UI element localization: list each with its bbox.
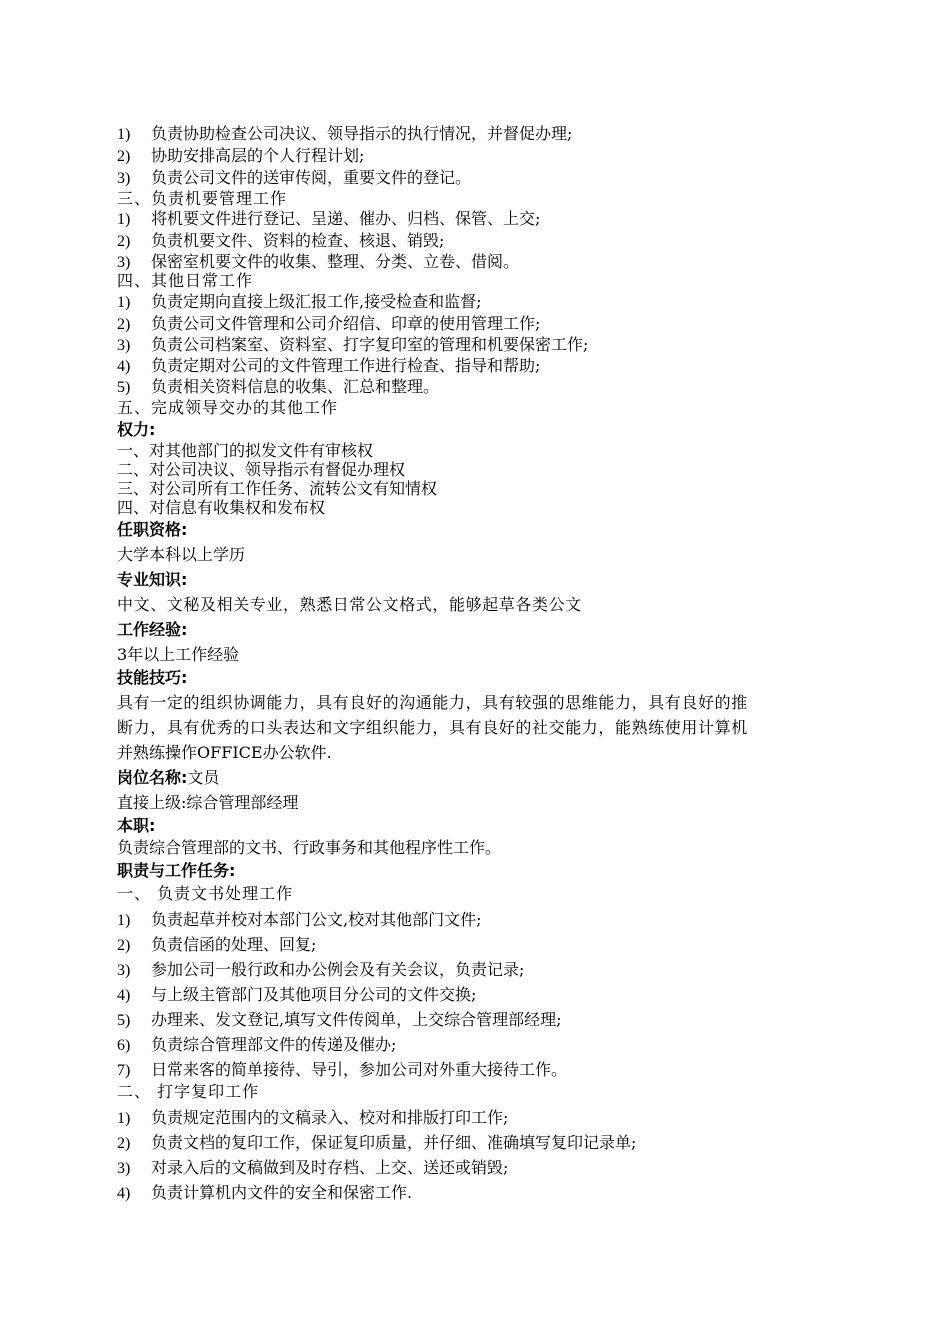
- item-number: 1): [117, 211, 131, 228]
- paragraph: 四、对信息有收集权和发布权: [117, 498, 326, 517]
- paragraph: 中文、文秘及相关专业，熟悉日常公文格式，能够起草各类公文: [117, 595, 582, 614]
- item-text: 办理来、发文登记,填写文件传阅单，上交综合管理部经理;: [151, 1010, 562, 1029]
- job-title-label: 岗位名称:: [117, 768, 188, 787]
- item-text: 负责公司文件管理和公司介绍信、印章的使用管理工作;: [151, 314, 541, 333]
- item-text: 负责定期对公司的文件管理工作进行检查、指导和帮助;: [151, 356, 541, 375]
- item-number: 3): [117, 337, 131, 354]
- job-title-value: 文员: [187, 768, 220, 787]
- list-item: [117, 334, 588, 357]
- list-item: [117, 909, 481, 932]
- list-item: [117, 984, 476, 1007]
- paragraph: 负责综合管理部的文书、行政事务和其他程序性工作。: [117, 838, 502, 857]
- item-text: 保密室机要文件的收集、整理、分类、立卷、借阅。: [151, 252, 520, 271]
- item-text: 负责机要文件、资料的检查、核退、销毁;: [151, 231, 445, 250]
- list-item: [117, 230, 444, 253]
- item-number: 5): [117, 1012, 131, 1029]
- list-item: [117, 123, 572, 146]
- item-number: 7): [117, 1062, 131, 1079]
- item-text: 负责定期向直接上级汇报工作,接受检查和监督;: [151, 292, 482, 311]
- list-item: [117, 376, 439, 399]
- paragraph: 直接上级:综合管理部经理: [117, 793, 299, 812]
- list-item: [117, 1132, 636, 1155]
- item-text: 与上级主管部门及其他项目分公司的文件交换;: [151, 985, 477, 1004]
- list-item: [117, 1059, 567, 1082]
- item-text: 负责综合管理部文件的传递及催办;: [151, 1035, 397, 1054]
- item-number: 3): [117, 254, 131, 271]
- item-number: 3): [117, 962, 131, 979]
- list-item: [117, 1182, 412, 1205]
- paragraph: 3年以上工作经验: [117, 645, 240, 664]
- heading-qualification: 任职资格:: [117, 520, 188, 539]
- paragraph: 二、对公司决议、领导指示有督促办理权: [117, 460, 406, 479]
- paragraph: 具有一定的组织协调能力，具有良好的沟通能力，具有较强的思维能力，具有良好的推: [117, 693, 748, 712]
- list-item: [117, 1034, 396, 1057]
- list-item: [117, 959, 524, 982]
- item-number: 6): [117, 1037, 131, 1054]
- item-text: 负责起草并校对本部门公文,校对其他部门文件;: [151, 910, 482, 929]
- item-text: 将机要文件进行登记、呈递、催办、归档、保管、上交;: [151, 209, 541, 228]
- item-number: 4): [117, 1185, 131, 1202]
- heading-knowledge: 专业知识:: [117, 570, 188, 589]
- job-title-line: [117, 767, 219, 789]
- paragraph: 大学本科以上学历: [117, 545, 246, 564]
- list-item: [117, 1157, 508, 1180]
- section-heading: 三、负责机要管理工作: [117, 189, 288, 208]
- item-number: 3): [117, 1160, 131, 1177]
- heading-authority: 权力:: [117, 420, 156, 439]
- paragraph: 断力，具有优秀的口头表达和文字组织能力，具有良好的社交能力，能熟练使用计算机: [117, 718, 748, 737]
- heading-responsibilities: 职责与工作任务:: [117, 861, 236, 880]
- item-number: 4): [117, 358, 131, 375]
- section-heading: 二、 打字复印工作: [117, 1082, 260, 1101]
- list-item: [117, 145, 364, 168]
- item-text: 负责规定范围内的文稿录入、校对和排版打印工作;: [151, 1108, 509, 1127]
- item-number: 2): [117, 937, 131, 954]
- item-text: 负责协助检查公司决议、领导指示的执行情况，并督促办理;: [151, 124, 573, 143]
- paragraph: 三、对公司所有工作任务、流转公文有知情权: [117, 479, 438, 498]
- item-number: 5): [117, 379, 131, 396]
- item-number: 1): [117, 1110, 131, 1127]
- item-number: 2): [117, 233, 131, 250]
- item-text: 负责公司文件的送审传阅，重要文件的登记。: [151, 168, 472, 187]
- item-number: 2): [117, 1135, 131, 1152]
- list-item: [117, 934, 316, 957]
- list-item: [117, 167, 471, 190]
- list-item: [117, 313, 540, 336]
- item-text: 参加公司一般行政和办公例会及有关会议，负责记录;: [151, 960, 525, 979]
- list-item: [117, 208, 540, 231]
- item-text: 负责相关资料信息的收集、汇总和整理。: [151, 377, 440, 396]
- section-heading: 五、完成领导交办的其他工作: [117, 398, 339, 417]
- item-text: 负责计算机内文件的安全和保密工作.: [151, 1183, 413, 1202]
- item-text: 对录入后的文稿做到及时存档、上交、送还或销毁;: [151, 1158, 509, 1177]
- item-text: 协助安排高层的个人行程计划;: [151, 146, 365, 165]
- heading-experience: 工作经验:: [117, 620, 188, 639]
- item-text: 负责公司档案室、资料室、打字复印室的管理和机要保密工作;: [151, 335, 589, 354]
- item-number: 4): [117, 987, 131, 1004]
- item-text: 日常来客的简单接待、导引，参加公司对外重大接待工作。: [151, 1060, 568, 1079]
- list-item: [117, 1009, 561, 1032]
- item-text: 负责信函的处理、回复;: [151, 935, 317, 954]
- heading-duty: 本职:: [117, 816, 156, 835]
- paragraph: 一、对其他部门的拟发文件有审核权: [117, 441, 374, 460]
- item-number: 1): [117, 912, 131, 929]
- list-item: [117, 1107, 508, 1130]
- list-item: [117, 355, 540, 378]
- item-number: 1): [117, 126, 131, 143]
- item-number: 3): [117, 170, 131, 187]
- item-number: 2): [117, 316, 131, 333]
- section-heading: 一、 负责文书处理工作: [117, 884, 294, 903]
- heading-skills: 技能技巧:: [117, 668, 188, 687]
- section-heading: 四、其他日常工作: [117, 271, 254, 290]
- list-item: [117, 291, 481, 314]
- item-text: 负责文档的复印工作，保证复印质量，并仔细、准确填写复印记录单;: [151, 1133, 637, 1152]
- item-number: 1): [117, 294, 131, 311]
- paragraph: 并熟练操作OFFICE办公软件.: [117, 743, 332, 762]
- item-number: 2): [117, 148, 131, 165]
